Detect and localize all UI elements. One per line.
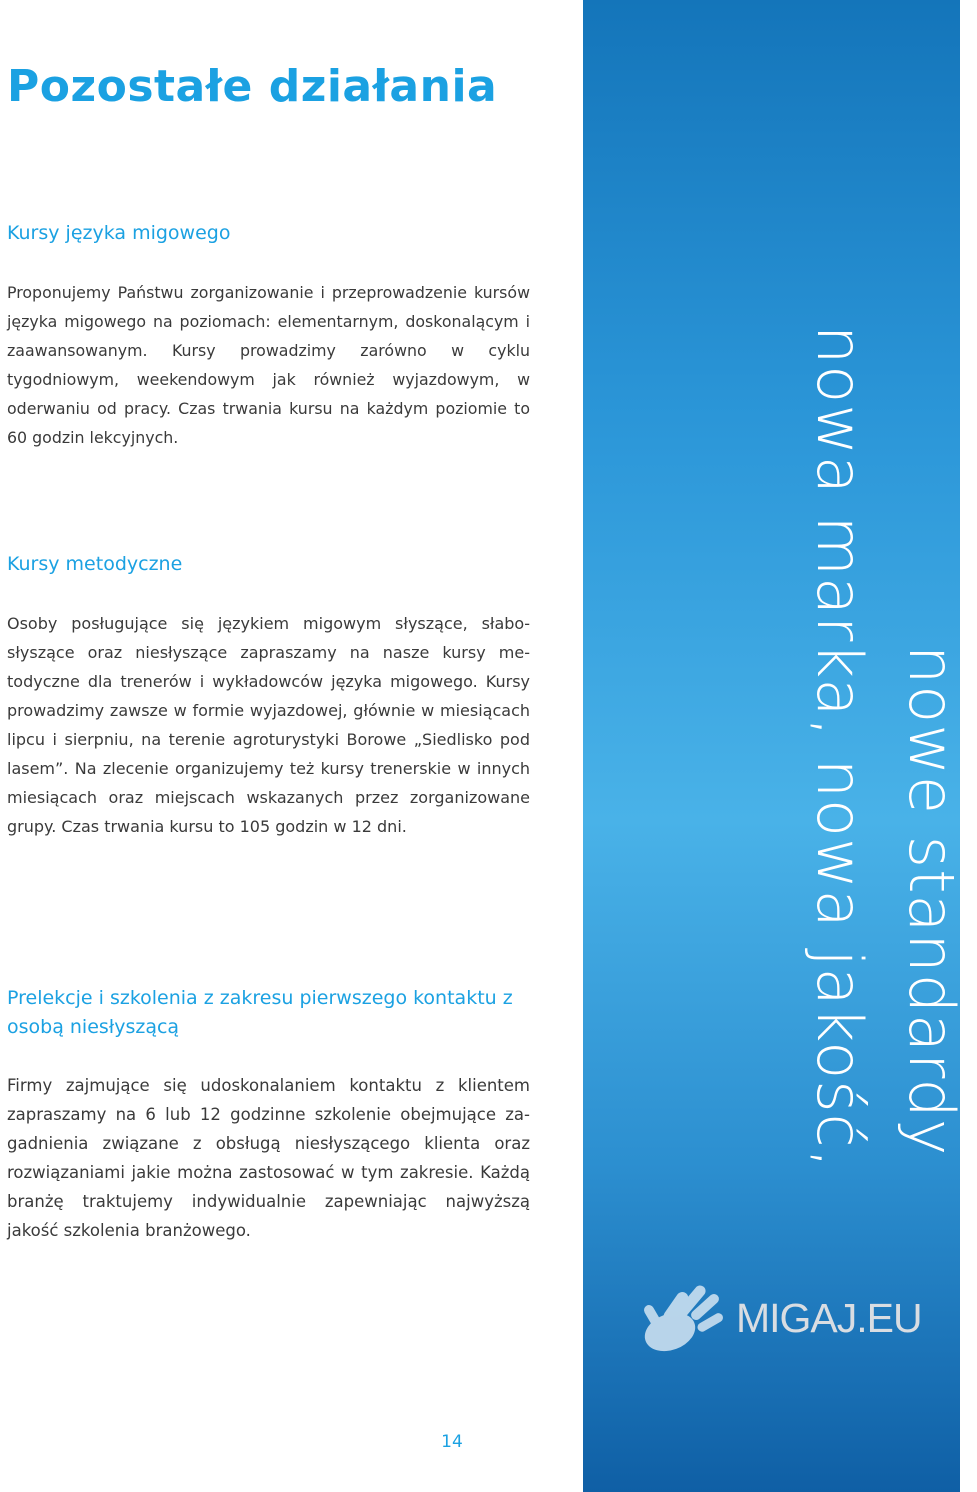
section-sign-language-courses [7,219,530,452]
slogan-line-2: nowe standardy [895,645,968,1157]
page-title: Pozostałe działania [7,61,498,112]
page-number: 14 [441,1432,463,1452]
logo-text: MIGAJ.EU [736,1295,922,1341]
section-body: Firmy zajmujące się udoskonalaniem kontaktu z klientem zapraszamy na 6 lub 12 godzinne szkolenie obejmujące zagadnienia związane z obsługą niesłyszącego klienta oraz rozwiązaniami jakie można zastosować w tym zakresie. Każdą branżę traktujemy indywidualnie zapewniając najwyższą jakość szkolenia branżowego. [7,1076,530,1240]
section-heading: Kursy metodyczne [7,553,183,575]
section-body: Proponujemy Państwu zorganizowanie i przeprowadzenie kursów języka migowego na poziomach: elementarnym, doskonalącym i zaawansowanym. Kursy prowadzimy zarówno w cyklu tygodniowym, weekendowym jak również wyjazdowym, w oderwaniu od pracy. Czas trwania kursu na każdym poziomie to 60 godzin lekcyjnych. [7,283,530,447]
section-methodical-courses [7,550,530,841]
slogan-line-1: nowa marka, nowa jakość, [803,325,876,1170]
section-lectures-trainings [7,984,530,1245]
section-heading: Kursy języka migowego [7,222,231,244]
section-heading: Prelekcje i szkolenia z zakresu pierwszego kontaktu z osobą niesłyszącą [7,987,513,1038]
section-body: Osoby posługujące się językiem migowym słyszące, słabosłyszące oraz niesłyszące zapraszamy na nasze kursy metodyczne dla trenerów i wykładowców języka migowego. Kursy prowadzimy zawsze w formie wyjazdowej, głównie w miesiącach lipcu i sierpniu, na terenie agroturystyki Borowe „Siedlisko pod lasem”. Na zlecenie organizujemy też kursy trenerskie w innych miesiącach oraz miejscach wskazanych przez zorganizowane grupy. Czas trwania kursu to 105 godzin w 12 dni. [7,614,530,836]
